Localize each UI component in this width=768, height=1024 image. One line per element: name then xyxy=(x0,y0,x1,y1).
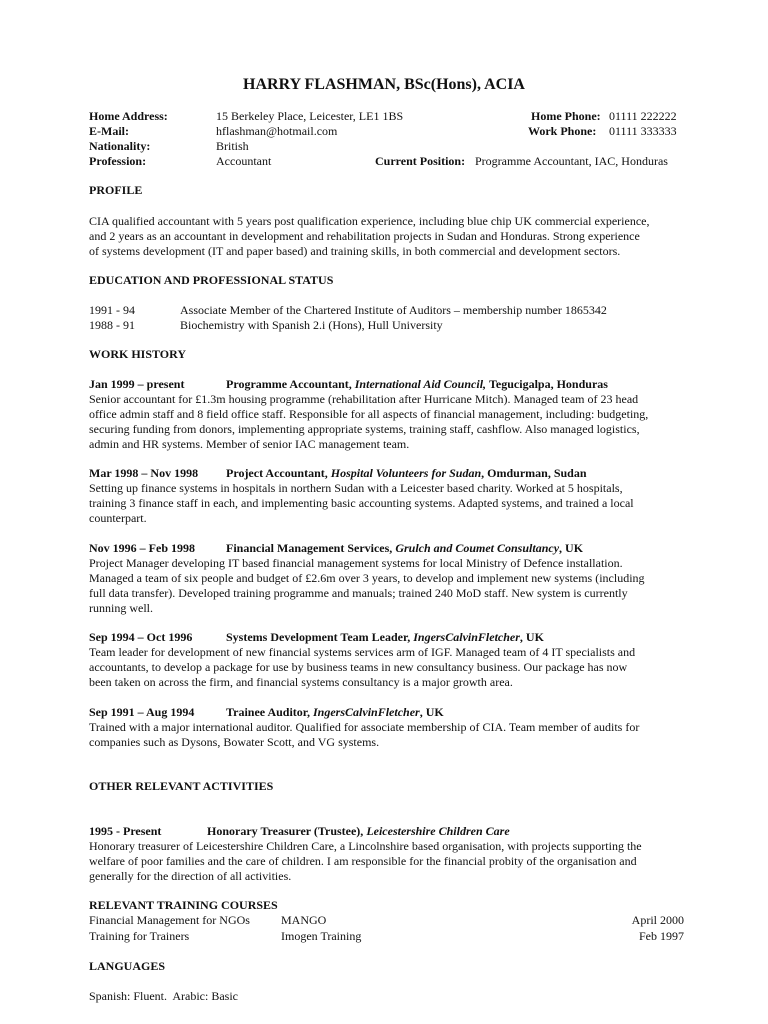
course-provider: Imogen Training xyxy=(281,929,362,943)
nationality-label: Nationality: xyxy=(89,139,151,153)
email-label: E-Mail: xyxy=(89,124,129,138)
job-description xyxy=(89,645,693,690)
activity-description xyxy=(89,839,693,884)
current-position-label: Current Position: xyxy=(375,154,466,168)
job-line: Project Manager developing IT based financial management systems for local Ministry of Defence installation. xyxy=(89,556,623,570)
job-line: office admin staff and 8 field office staff. Responsible for all aspects of financial management, including: budgeting, xyxy=(89,407,649,421)
job-organisation: International Aid Council, xyxy=(354,377,487,391)
job-title: Programme Accountant, xyxy=(226,377,352,391)
profile-heading: PROFILE xyxy=(89,183,143,197)
job-line: admin and HR systems. Member of senior IAC management team. xyxy=(89,437,410,451)
activity-line: Honorary treasurer of Leicestershire Children Care, a Lincolnshire based organisation, with projects supporting the xyxy=(89,839,642,853)
job-place: , UK xyxy=(419,705,444,719)
job-title: Financial Management Services, xyxy=(226,541,393,555)
work-phone-label: Work Phone: xyxy=(528,124,597,138)
home-phone-label: Home Phone: xyxy=(531,109,601,123)
work-phone-value: 01111 333333 xyxy=(609,124,677,138)
activity-title: Honorary Treasurer (Trustee), xyxy=(207,824,364,838)
course-name: Financial Management for NGOs xyxy=(89,913,250,927)
job-dates: Sep 1991 – Aug 1994 xyxy=(89,705,195,719)
job-header xyxy=(226,630,544,645)
profile-line: of systems development (IT and paper based) and training skills, in both commercial and development sectors. xyxy=(89,244,621,258)
job-organisation: IngersCalvinFletcher xyxy=(413,630,520,644)
job-dates: Sep 1994 – Oct 1996 xyxy=(89,630,193,644)
job-description xyxy=(89,720,693,750)
home-address-label: Home Address: xyxy=(89,109,168,123)
email-value[interactable]: hflashman@hotmail.com xyxy=(216,124,338,138)
education-years: 1991 - 94 xyxy=(89,303,135,317)
activity-header xyxy=(207,824,510,839)
education-years: 1988 - 91 xyxy=(89,318,135,332)
education-text: Biochemistry with Spanish 2.i (Hons), Hull University xyxy=(180,318,443,332)
current-position-value: Programme Accountant, IAC, Honduras xyxy=(475,154,668,168)
job-line: Setting up finance systems in hospitals in northern Sudan with a Leicester based charity. Worked at 5 hospitals, xyxy=(89,481,623,495)
cv-name: HARRY FLASHMAN, BSc(Hons), ACIA xyxy=(243,76,525,93)
job-place: Tegucigalpa, Honduras xyxy=(489,377,608,391)
job-line: Managed a team of six people and budget of £2.6m over 3 years, to develop and implement new systems (including xyxy=(89,571,645,585)
job-header xyxy=(226,541,583,556)
job-description xyxy=(89,392,693,452)
activity-line: generally for the direction of all activities. xyxy=(89,869,292,883)
education-heading: EDUCATION AND PROFESSIONAL STATUS xyxy=(89,273,334,287)
job-line: counterpart. xyxy=(89,511,147,525)
education-text: Associate Member of the Chartered Institute of Auditors – membership number 1865342 xyxy=(180,303,607,317)
job-title: Systems Development Team Leader, xyxy=(226,630,411,644)
work-history-heading: WORK HISTORY xyxy=(89,347,187,361)
job-title: Project Accountant, xyxy=(226,466,328,480)
job-dates: Jan 1999 – present xyxy=(89,377,185,391)
course-name: Training for Trainers xyxy=(89,929,190,943)
languages-heading: LANGUAGES xyxy=(89,959,166,973)
profession-value: Accountant xyxy=(216,154,272,168)
training-heading: RELEVANT TRAINING COURSES xyxy=(89,898,278,912)
job-line: Trained with a major international auditor. Qualified for associate membership of CIA. Team member of audits for xyxy=(89,720,640,734)
course-date: Feb 1997 xyxy=(639,929,684,943)
job-title: Trainee Auditor, xyxy=(226,705,311,719)
job-line: been taken on across the firm, and financial systems consultancy is a major growth area. xyxy=(89,675,513,689)
job-line: Team leader for development of new financial systems services arm of IGF. Managed team of 4 IT specialists and xyxy=(89,645,636,659)
job-organisation: IngersCalvinFletcher xyxy=(313,705,420,719)
home-phone-value: 01111 222222 xyxy=(609,109,677,123)
activity-line: welfare of poor families and the care of children. I am responsible for the financial probity of the organisation and xyxy=(89,854,637,868)
job-dates: Mar 1998 – Nov 1998 xyxy=(89,466,199,480)
job-line: full data transfer). Developed training programme and manuals; trained 240 MoD staff. New system is currently xyxy=(89,586,628,600)
job-line: running well. xyxy=(89,601,153,615)
home-address-value: 15 Berkeley Place, Leicester, LE1 1BS xyxy=(216,109,404,123)
profession-label: Profession: xyxy=(89,154,147,168)
course-provider: MANGO xyxy=(281,913,327,927)
job-line: training 3 finance staff in each, and implementing basic accounting systems. Adapted systems, and trained a local xyxy=(89,496,634,510)
profile-line: CIA qualified accountant with 5 years post qualification experience, including blue chip UK commercial experience, xyxy=(89,214,650,228)
profile-line: and 2 years as an accountant in development and rehabilitation projects in Sudan and Honduras. Strong experience xyxy=(89,229,640,243)
job-description xyxy=(89,556,693,616)
job-line: companies such as Dysons, Bowater Scott, and VG systems. xyxy=(89,735,380,749)
job-line: accountants, to develop a package for use by business teams in new consultancy business. Our package has now xyxy=(89,660,628,674)
activity-organisation: Leicestershire Children Care xyxy=(366,824,510,838)
job-dates: Nov 1996 – Feb 1998 xyxy=(89,541,195,555)
activities-heading: OTHER RELEVANT ACTIVITIES xyxy=(89,779,274,793)
languages-text: Spanish: Fluent. Arabic: Basic xyxy=(89,989,238,1003)
job-line: securing funding from donors, implementing appropriate systems, training staff, cashflow. Also managed logistics, xyxy=(89,422,640,436)
job-description xyxy=(89,481,693,526)
job-place: , Omdurman, Sudan xyxy=(481,466,587,480)
job-place: , UK xyxy=(519,630,544,644)
profile-text xyxy=(89,214,693,259)
job-header xyxy=(226,705,444,720)
job-organisation: Grulch and Coumet Consultancy xyxy=(395,541,560,555)
job-place: , UK xyxy=(559,541,584,555)
job-header xyxy=(226,466,587,481)
job-header xyxy=(226,377,608,392)
course-date: April 2000 xyxy=(631,913,684,927)
activity-dates: 1995 - Present xyxy=(89,824,162,838)
nationality-value: British xyxy=(216,139,249,153)
job-line: Senior accountant for £1.3m housing programme (rehabilitation after Hurricane Mitch). Managed team of 23 head xyxy=(89,392,639,406)
job-organisation: Hospital Volunteers for Sudan xyxy=(330,466,482,480)
